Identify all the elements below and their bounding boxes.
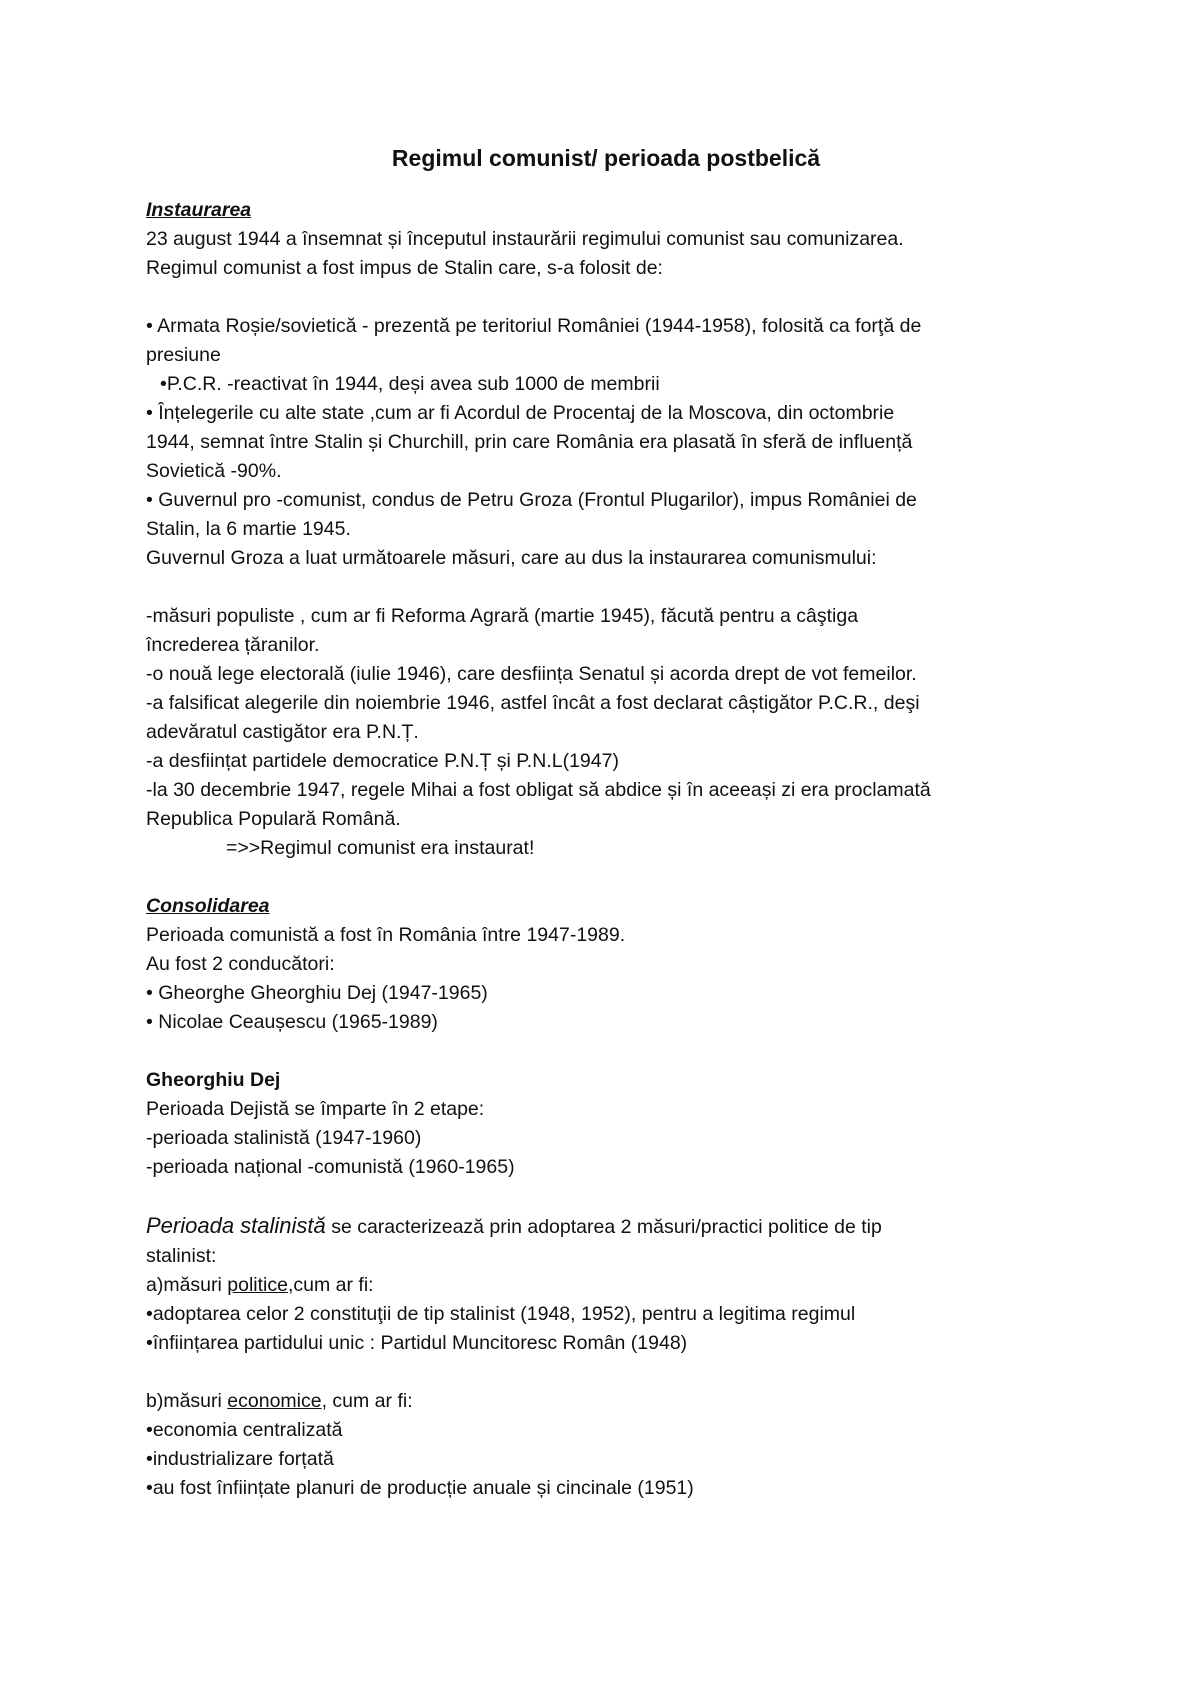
list-item-continuation: Sovietică -90%.: [146, 460, 282, 482]
paragraph-text: a)măsuri: [146, 1274, 228, 1296]
list-item: -a desființat partidele democratice P.N.Ț și P.N.L(1947): [146, 750, 619, 772]
paragraph-line: [146, 1271, 1066, 1300]
list-item: • Înțelegerile cu alte state ,cum ar fi Acordul de Procentaj de la Moscova, din octombrie: [146, 402, 895, 424]
list-item: • Gheorghe Gheorghiu Dej (1947-1965): [146, 982, 488, 1004]
list-item: -o nouă lege electorală (iulie 1946), care desființa Senatul și acorda drept de vot femeilor.: [146, 663, 917, 685]
paragraph-text: , cum ar fi:: [321, 1390, 413, 1412]
blank-line: [146, 1182, 1066, 1211]
list-item-continuation: încrederea țăranilor.: [146, 634, 320, 656]
conclusion-line: =>>Regimul comunist era instaurat!: [226, 837, 535, 859]
paragraph-text: ,cum ar fi:: [287, 1274, 374, 1296]
list-item-continuation: Stalin, la 6 martie 1945.: [146, 518, 351, 540]
list-item-continuation: 1944, semnat între Stalin și Churchill, prin care România era plasată în sferă de influență: [146, 431, 913, 453]
paragraph-line: 23 august 1944 a însemnat și începutul instaurării regimului comunist sau comunizarea.: [146, 228, 904, 250]
emphasized-term: Perioada stalinistă: [146, 1213, 326, 1238]
paragraph-line: Perioada comunistă a fost în România între 1947-1989.: [146, 924, 626, 946]
paragraph-line: Au fost 2 conducători:: [146, 953, 335, 975]
paragraph-line: [146, 1387, 1066, 1416]
paragraph-line: Guvernul Groza a luat următoarele măsuri, care au dus la instaurarea comunismului:: [146, 547, 877, 569]
list-item: •adoptarea celor 2 constituţii de tip stalinist (1948, 1952), pentru a legitima regimul: [146, 1303, 856, 1325]
underlined-term: economice: [227, 1390, 322, 1412]
blank-line: [146, 863, 1066, 892]
section-heading-instaurarea: Instaurarea: [146, 199, 252, 221]
blank-line: [146, 1358, 1066, 1387]
list-item: •industrializare forțată: [146, 1448, 334, 1470]
paragraph-text: se caracterizează prin adoptarea 2 măsuri/practici politice de tip: [325, 1216, 882, 1238]
page-title: Regimul comunist/ perioada postbelică: [391, 145, 821, 171]
blank-line: [146, 283, 1066, 312]
list-item: •economia centralizată: [146, 1419, 343, 1441]
section-heading-consolidarea: Consolidarea: [146, 895, 270, 917]
list-item-continuation: presiune: [146, 344, 221, 366]
list-item: -la 30 decembrie 1947, regele Mihai a fost obligat să abdice și în aceeași zi era proclamată: [146, 779, 931, 801]
underlined-term: politice: [227, 1274, 288, 1296]
paragraph-line: Regimul comunist a fost impus de Stalin care, s-a folosit de:: [146, 257, 663, 279]
blank-line: [146, 1037, 1066, 1066]
list-item: -măsuri populiste , cum ar fi Reforma Agrară (martie 1945), făcută pentru a câştiga: [146, 605, 859, 627]
list-item: • Nicolae Ceaușescu (1965-1989): [146, 1011, 438, 1033]
list-item: •înființarea partidului unic : Partidul Muncitoresc Român (1948): [146, 1332, 688, 1354]
list-item: -perioada stalinistă (1947-1960): [146, 1127, 422, 1149]
list-item: -a falsificat alegerile din noiembrie 1946, astfel încât a fost declarat câștigător P.C.R., deşi: [146, 692, 920, 714]
document-content: [146, 143, 1066, 1503]
paragraph-line: Perioada Dejistă se împarte în 2 etape:: [146, 1098, 485, 1120]
list-item: •au fost înființate planuri de producție anuale și cincinale (1951): [146, 1477, 694, 1499]
list-item: • Guvernul pro -comunist, condus de Petru Groza (Frontul Plugarilor), impus României de: [146, 489, 917, 511]
list-item: •P.C.R. -reactivat în 1944, deși avea sub 1000 de membrii: [160, 373, 660, 395]
blank-line: [146, 573, 1066, 602]
list-item-continuation: adevăratul castigător era P.N.Ț.: [146, 721, 419, 743]
list-item: -perioada național -comunistă (1960-1965): [146, 1156, 515, 1178]
paragraph-line: stalinist:: [146, 1245, 217, 1267]
list-item-continuation: Republica Populară Română.: [146, 808, 401, 830]
list-item: • Armata Roșie/sovietică - prezentă pe teritoriul României (1944-1958), folosită ca forţă de: [146, 315, 922, 337]
paragraph-text: b)măsuri: [146, 1390, 228, 1412]
paragraph-line: [146, 1211, 1066, 1242]
section-heading-dej: Gheorghiu Dej: [146, 1069, 281, 1091]
